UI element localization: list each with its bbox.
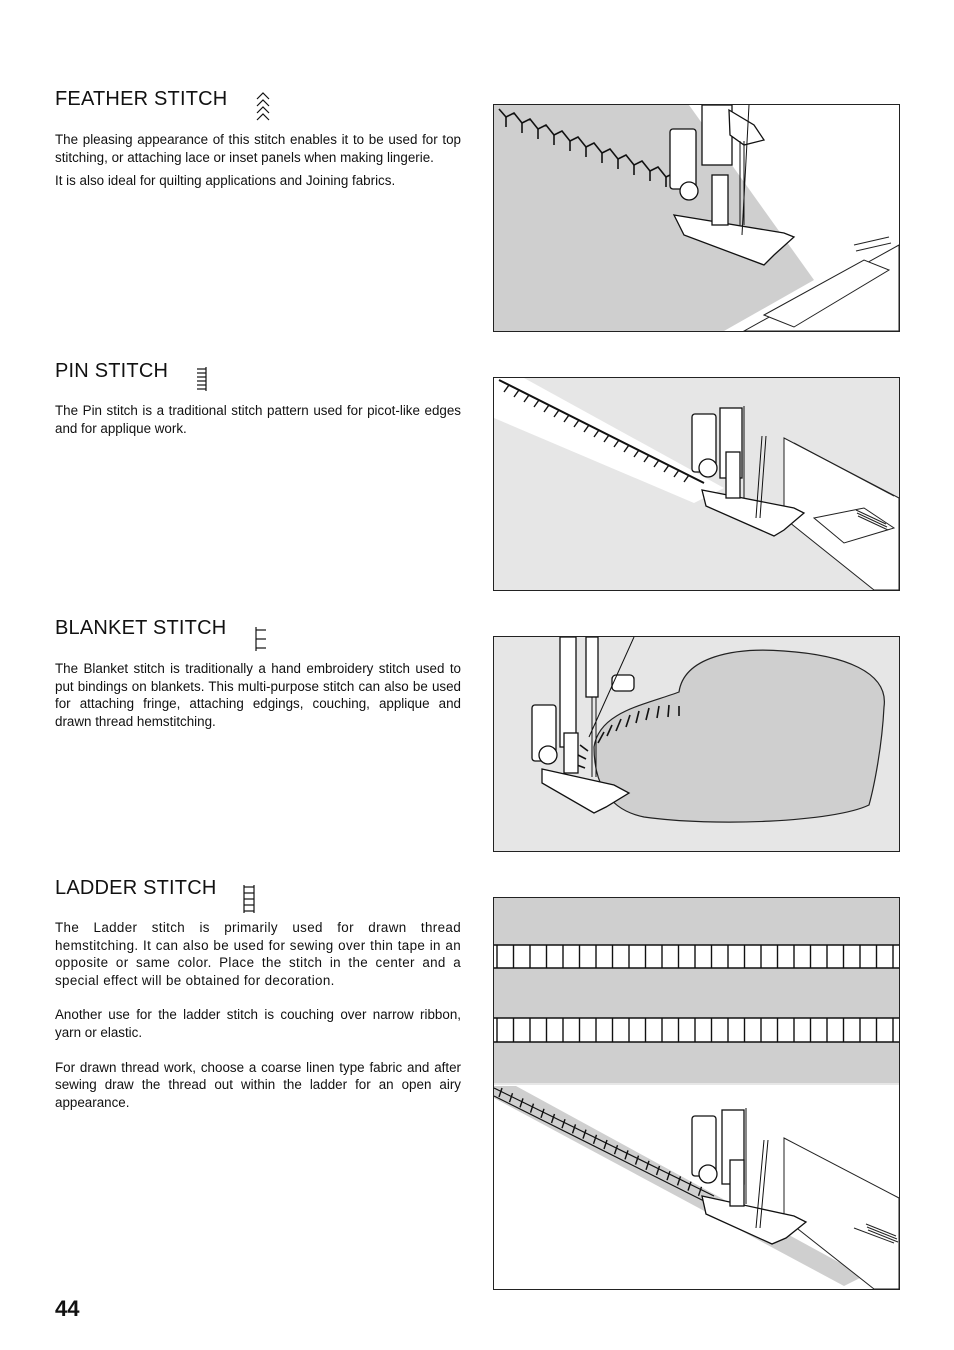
paragraph: The Pin stitch is a traditional stitch pattern used for picot-like edges and for applique work. [55, 403, 461, 436]
section-body [55, 919, 461, 1117]
paragraph: Another use for the ladder stitch is couching over narrow ribbon, yarn or elastic. [55, 1007, 461, 1040]
feather-stitch-symbol-icon [254, 91, 272, 121]
blanket-stitch-symbol-icon [253, 626, 267, 652]
ladder-stitch-illustration [493, 897, 900, 1290]
section-title: LADDER STITCH [55, 877, 217, 899]
blanket-stitch-illustration [493, 636, 900, 852]
section-body [55, 660, 461, 736]
paragraph: The Ladder stitch is primarily used for drawn thread hemstitching. It can also be used for sewing over thin tape in an opposite or same color. Place the stitch in the center and a special effect will be obtained for decoration. [55, 920, 461, 988]
section-title: PIN STITCH [55, 360, 169, 382]
paragraph: For drawn thread work, choose a coarse linen type fabric and after sewing draw the thread out within the ladder for an open airy appearance. [55, 1059, 461, 1110]
paragraph: The pleasing appearance of this stitch enables it to be used for top stitching, or attaching lace or inset panels when making lingerie. [55, 132, 461, 165]
pin-stitch-illustration [493, 377, 900, 591]
section-title: FEATHER STITCH [55, 88, 228, 110]
feather-stitch-illustration [493, 104, 900, 332]
section-title: BLANKET STITCH [55, 617, 227, 639]
ladder-stitch-symbol-icon [242, 884, 256, 914]
section-body [55, 131, 461, 196]
pin-stitch-symbol-icon [195, 366, 209, 392]
paragraph: The Blanket stitch is traditionally a hand embroidery stitch used to put bindings on blankets. This multi-purpose stitch can also be used for attaching fringe, attaching edgings, couching, applique and drawn thread hemstitching. [55, 661, 461, 729]
section-body [55, 402, 461, 443]
paragraph: It is also ideal for quilting applications and Joining fabrics. [55, 173, 396, 189]
page-number: 44 [55, 1296, 80, 1321]
